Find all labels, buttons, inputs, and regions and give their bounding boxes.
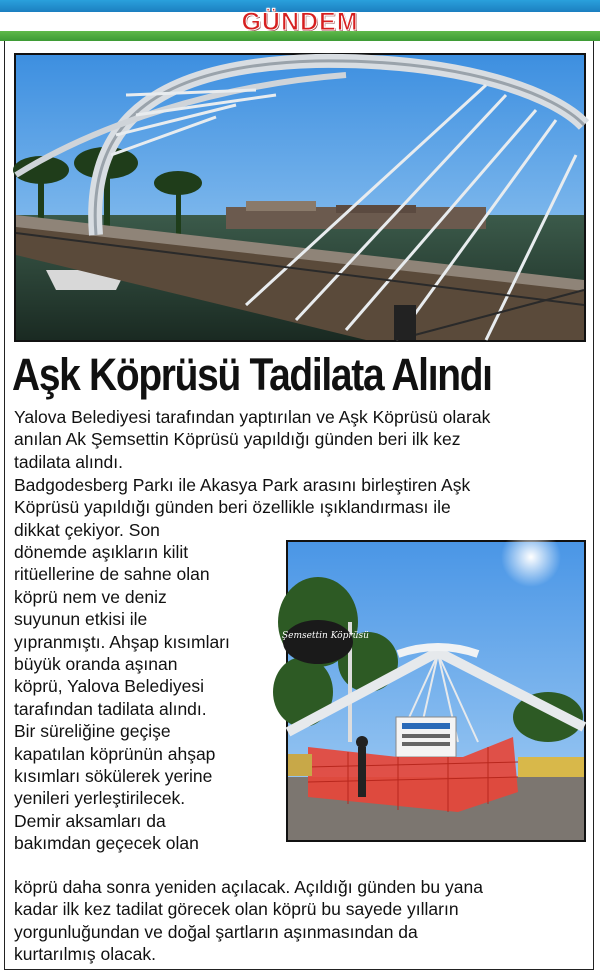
text-line: bakımdan geçecek olan (14, 833, 199, 854)
paragraph-2 (14, 474, 586, 541)
text-line: tarafından tadilata alındı. (14, 698, 207, 719)
paragraph-2-column (14, 541, 276, 855)
text-line: kısımları sökülerek yerine (14, 766, 213, 787)
bridge-arch-illustration (16, 55, 584, 340)
text-line: dönemde aşıkların kilit (14, 542, 189, 562)
text-line: Köprüsü yapıldığı günden beri özellikle ışıklandırması ile (14, 497, 451, 518)
bridge-name-sign: Ak Şemsettin Köprüsü (267, 631, 369, 641)
text-line: köprü nem ve deniz (14, 586, 167, 607)
text-line: köprü, Yalova Belediyesi (14, 676, 205, 697)
text-line: kadar ilk kez tadilat görecek olan köprü bu sayede yılların (14, 899, 459, 920)
bridge-entrance-illustration (267, 542, 584, 840)
text-line: yenileri yerleştirilecek. (14, 788, 186, 809)
text-line: yorgunluğundan ve doğal şartların aşınmasından da (14, 921, 418, 942)
text-line: kapatılan köprünün ahşap (14, 743, 216, 764)
text-line: büyük oranda aşınan (14, 654, 178, 675)
text-line: Demir aksamları da (14, 810, 166, 831)
bridge-photo-entrance (267, 540, 586, 842)
text-line: suyunun etkisi ile (14, 609, 148, 630)
text-line: kurtarılmış olacak. (14, 944, 156, 965)
text-line: ritüellerine de sahne olan (14, 564, 210, 585)
section-label: GÜNDEM (241, 8, 359, 36)
text-line: anılan Ak Şemsettin Köprüsü yapıldığı günden beri ilk kez (14, 429, 461, 450)
paragraph-1 (14, 406, 586, 473)
paragraph-3 (14, 876, 586, 966)
bridge-photo-main (14, 53, 586, 342)
headline: Aşk Köprüsü Tadilata Alındı (12, 349, 492, 400)
text-line: tadilata alındı. (14, 451, 123, 472)
text-line: köprü daha sonra yeniden açılacak. Açıldığı günden bu yana (14, 877, 483, 897)
text-line: dikkat çekiyor. Son (14, 519, 160, 540)
text-line: yıpranmıştı. Ahşap kısımları (14, 631, 230, 652)
text-line: Bir süreliğine geçişe (14, 721, 171, 742)
text-line: Yalova Belediyesi tarafından yaptırılan ve Aşk Köprüsü olarak (14, 407, 491, 427)
text-line: Badgodesberg Parkı ile Akasya Park arasını birleştiren Aşk (14, 475, 471, 495)
